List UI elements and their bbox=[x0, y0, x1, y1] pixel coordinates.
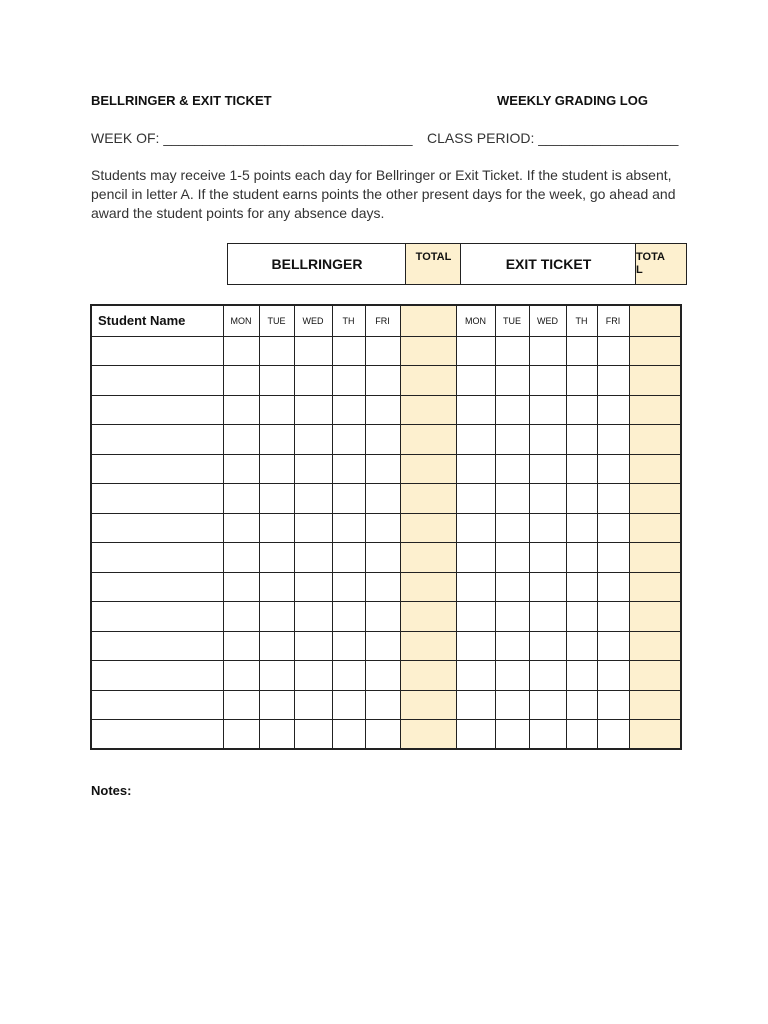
exit-score-cell[interactable] bbox=[566, 690, 597, 720]
exit-score-cell[interactable] bbox=[566, 366, 597, 396]
exit-score-cell[interactable] bbox=[529, 720, 566, 750]
exit-score-cell[interactable] bbox=[495, 454, 529, 484]
instructions-paragraph: Students may receive 1-5 points each day for Bellringer or Exit Ticket. If the student is absent, pencil in letter A. If the student earns points the other present days for the week, go ahead and award the student points for any absence days. bbox=[91, 167, 676, 221]
exit-score-cell[interactable] bbox=[597, 690, 629, 720]
exit-score-cell[interactable] bbox=[529, 366, 566, 396]
bellringer-score-cell[interactable] bbox=[365, 720, 400, 750]
bellringer-score-cell[interactable] bbox=[294, 631, 332, 661]
exit-score-cell[interactable] bbox=[529, 336, 566, 366]
bellringer-score-cell[interactable] bbox=[365, 366, 400, 396]
exit-score-cell[interactable] bbox=[566, 602, 597, 632]
bellringer-score-cell[interactable] bbox=[223, 720, 259, 750]
bellringer-total-cell[interactable] bbox=[400, 336, 456, 366]
bellringer-score-cell[interactable] bbox=[223, 454, 259, 484]
exit-score-cell[interactable] bbox=[597, 543, 629, 573]
exit-score-cell[interactable] bbox=[597, 513, 629, 543]
exit-score-cell[interactable] bbox=[529, 454, 566, 484]
bellringer-total-cell[interactable] bbox=[400, 572, 456, 602]
bellringer-total-cell[interactable] bbox=[400, 602, 456, 632]
bellringer-score-cell[interactable] bbox=[294, 543, 332, 573]
exit-day-header: WED bbox=[529, 305, 566, 336]
exit-score-cell[interactable] bbox=[597, 602, 629, 632]
exit-score-cell[interactable] bbox=[495, 395, 529, 425]
student-name-cell[interactable] bbox=[91, 395, 223, 425]
table-row bbox=[91, 543, 681, 573]
bellringer-score-cell[interactable] bbox=[294, 395, 332, 425]
bellringer-score-cell[interactable] bbox=[294, 572, 332, 602]
bellringer-day-header: MON bbox=[223, 305, 259, 336]
exit-score-cell[interactable] bbox=[495, 513, 529, 543]
exit-score-cell[interactable] bbox=[597, 720, 629, 750]
bellringer-score-cell[interactable] bbox=[365, 454, 400, 484]
bellringer-score-cell[interactable] bbox=[223, 513, 259, 543]
student-name-cell[interactable] bbox=[91, 484, 223, 514]
week-of-field: WEEK OF: ________________________________ bbox=[91, 130, 413, 146]
table-row bbox=[91, 425, 681, 455]
bellringer-score-cell[interactable] bbox=[365, 513, 400, 543]
bellringer-score-cell[interactable] bbox=[223, 572, 259, 602]
bellringer-score-cell[interactable] bbox=[365, 543, 400, 573]
exit-score-cell[interactable] bbox=[566, 543, 597, 573]
exit-ticket-header: EXIT TICKET bbox=[460, 243, 637, 285]
table-row bbox=[91, 395, 681, 425]
student-name-cell[interactable] bbox=[91, 602, 223, 632]
exit-total-cell[interactable] bbox=[629, 602, 681, 632]
bellringer-total-cell[interactable] bbox=[400, 454, 456, 484]
table-row bbox=[91, 631, 681, 661]
bellringer-score-cell[interactable] bbox=[294, 720, 332, 750]
bellringer-score-cell[interactable] bbox=[259, 690, 294, 720]
bellringer-score-cell[interactable] bbox=[332, 454, 365, 484]
bellringer-total-header: TOTAL bbox=[405, 243, 462, 285]
bellringer-score-cell[interactable] bbox=[259, 631, 294, 661]
bellringer-score-cell[interactable] bbox=[294, 690, 332, 720]
exit-score-cell[interactable] bbox=[566, 572, 597, 602]
bellringer-score-cell[interactable] bbox=[223, 602, 259, 632]
exit-total-label-line1: TOTA bbox=[636, 251, 665, 263]
exit-total-cell[interactable] bbox=[629, 454, 681, 484]
notes-label: Notes: bbox=[91, 783, 132, 798]
bellringer-score-cell[interactable] bbox=[332, 690, 365, 720]
exit-score-cell[interactable] bbox=[566, 720, 597, 750]
bellringer-score-cell[interactable] bbox=[365, 336, 400, 366]
bellringer-score-cell[interactable] bbox=[259, 602, 294, 632]
bellringer-score-cell[interactable] bbox=[332, 395, 365, 425]
student-name-cell[interactable] bbox=[91, 454, 223, 484]
bellringer-day-header: TUE bbox=[259, 305, 294, 336]
bellringer-score-cell[interactable] bbox=[365, 631, 400, 661]
bellringer-score-cell[interactable] bbox=[332, 543, 365, 573]
exit-score-cell[interactable] bbox=[566, 661, 597, 691]
bellringer-score-cell[interactable] bbox=[259, 454, 294, 484]
exit-total-cell[interactable] bbox=[629, 720, 681, 750]
bellringer-score-cell[interactable] bbox=[332, 631, 365, 661]
student-name-cell[interactable] bbox=[91, 366, 223, 396]
exit-score-cell[interactable] bbox=[529, 513, 566, 543]
bellringer-total-cell[interactable] bbox=[400, 631, 456, 661]
bellringer-score-cell[interactable] bbox=[294, 602, 332, 632]
exit-score-cell[interactable] bbox=[529, 484, 566, 514]
bellringer-score-cell[interactable] bbox=[223, 631, 259, 661]
table-row bbox=[91, 720, 681, 750]
bellringer-score-cell[interactable] bbox=[259, 572, 294, 602]
exit-score-cell[interactable] bbox=[566, 484, 597, 514]
table-header-row bbox=[91, 305, 681, 336]
bellringer-score-cell[interactable] bbox=[332, 366, 365, 396]
bellringer-score-cell[interactable] bbox=[259, 366, 294, 396]
exit-score-cell[interactable] bbox=[529, 572, 566, 602]
bellringer-score-cell[interactable] bbox=[259, 484, 294, 514]
class-period-field: CLASS PERIOD: __________________ bbox=[427, 130, 679, 146]
bellringer-day-header: FRI bbox=[365, 305, 400, 336]
exit-score-cell[interactable] bbox=[566, 454, 597, 484]
bellringer-score-cell[interactable] bbox=[294, 366, 332, 396]
exit-score-cell[interactable] bbox=[495, 425, 529, 455]
bellringer-score-cell[interactable] bbox=[332, 484, 365, 514]
exit-score-cell[interactable] bbox=[456, 543, 495, 573]
exit-score-cell[interactable] bbox=[597, 631, 629, 661]
exit-total-column-header bbox=[629, 305, 681, 336]
bellringer-total-cell[interactable] bbox=[400, 690, 456, 720]
exit-total-cell[interactable] bbox=[629, 631, 681, 661]
table-row bbox=[91, 336, 681, 366]
bellringer-score-cell[interactable] bbox=[223, 425, 259, 455]
exit-score-cell[interactable] bbox=[495, 631, 529, 661]
exit-score-cell[interactable] bbox=[456, 366, 495, 396]
worksheet-title: BELLRINGER & EXIT TICKET bbox=[91, 93, 272, 108]
student-name-cell[interactable] bbox=[91, 720, 223, 750]
exit-score-cell[interactable] bbox=[597, 366, 629, 396]
exit-score-cell[interactable] bbox=[456, 690, 495, 720]
bellringer-score-cell[interactable] bbox=[294, 513, 332, 543]
exit-score-cell[interactable] bbox=[456, 336, 495, 366]
exit-score-cell[interactable] bbox=[456, 602, 495, 632]
student-name-cell[interactable] bbox=[91, 425, 223, 455]
exit-score-cell[interactable] bbox=[566, 631, 597, 661]
bellringer-score-cell[interactable] bbox=[223, 366, 259, 396]
exit-score-cell[interactable] bbox=[529, 602, 566, 632]
exit-total-cell[interactable] bbox=[629, 336, 681, 366]
exit-total-cell[interactable] bbox=[629, 513, 681, 543]
exit-total-cell[interactable] bbox=[629, 572, 681, 602]
exit-score-cell[interactable] bbox=[597, 661, 629, 691]
exit-score-cell[interactable] bbox=[529, 631, 566, 661]
exit-score-cell[interactable] bbox=[566, 425, 597, 455]
bellringer-score-cell[interactable] bbox=[365, 484, 400, 514]
exit-total-cell[interactable] bbox=[629, 425, 681, 455]
bellringer-score-cell[interactable] bbox=[332, 572, 365, 602]
bellringer-score-cell[interactable] bbox=[365, 661, 400, 691]
exit-score-cell[interactable] bbox=[597, 454, 629, 484]
bellringer-score-cell[interactable] bbox=[223, 395, 259, 425]
student-name-cell[interactable] bbox=[91, 336, 223, 366]
exit-day-header: TH bbox=[566, 305, 597, 336]
bellringer-score-cell[interactable] bbox=[223, 690, 259, 720]
exit-score-cell[interactable] bbox=[456, 572, 495, 602]
student-name-header: Student Name bbox=[91, 305, 223, 336]
bellringer-score-cell[interactable] bbox=[259, 425, 294, 455]
exit-day-header: TUE bbox=[495, 305, 529, 336]
exit-score-cell[interactable] bbox=[495, 572, 529, 602]
exit-ticket-total-header bbox=[635, 243, 687, 285]
exit-total-cell[interactable] bbox=[629, 543, 681, 573]
exit-score-cell[interactable] bbox=[456, 425, 495, 455]
bellringer-score-cell[interactable] bbox=[332, 720, 365, 750]
exit-score-cell[interactable] bbox=[566, 513, 597, 543]
bellringer-score-cell[interactable] bbox=[259, 395, 294, 425]
table-body bbox=[91, 336, 681, 749]
exit-total-cell[interactable] bbox=[629, 395, 681, 425]
student-name-cell[interactable] bbox=[91, 513, 223, 543]
exit-total-cell[interactable] bbox=[629, 661, 681, 691]
exit-score-cell[interactable] bbox=[529, 690, 566, 720]
table-row bbox=[91, 484, 681, 514]
table-row bbox=[91, 690, 681, 720]
exit-score-cell[interactable] bbox=[456, 395, 495, 425]
student-name-cell[interactable] bbox=[91, 661, 223, 691]
bellringer-score-cell[interactable] bbox=[223, 484, 259, 514]
bellringer-total-cell[interactable] bbox=[400, 720, 456, 750]
exit-score-cell[interactable] bbox=[495, 366, 529, 396]
exit-score-cell[interactable] bbox=[495, 336, 529, 366]
bellringer-total-cell[interactable] bbox=[400, 661, 456, 691]
exit-score-cell[interactable] bbox=[495, 690, 529, 720]
bellringer-score-cell[interactable] bbox=[365, 602, 400, 632]
bellringer-score-cell[interactable] bbox=[332, 425, 365, 455]
exit-score-cell[interactable] bbox=[597, 425, 629, 455]
bellringer-total-cell[interactable] bbox=[400, 425, 456, 455]
exit-score-cell[interactable] bbox=[495, 602, 529, 632]
exit-total-cell[interactable] bbox=[629, 690, 681, 720]
bellringer-score-cell[interactable] bbox=[223, 661, 259, 691]
bellringer-day-header: TH bbox=[332, 305, 365, 336]
exit-score-cell[interactable] bbox=[529, 661, 566, 691]
exit-day-header: MON bbox=[456, 305, 495, 336]
exit-total-cell[interactable] bbox=[629, 366, 681, 396]
table-row bbox=[91, 572, 681, 602]
bellringer-score-cell[interactable] bbox=[294, 454, 332, 484]
exit-score-cell[interactable] bbox=[529, 543, 566, 573]
exit-score-cell[interactable] bbox=[456, 484, 495, 514]
bellringer-total-cell[interactable] bbox=[400, 484, 456, 514]
exit-score-cell[interactable] bbox=[456, 513, 495, 543]
exit-score-cell[interactable] bbox=[529, 395, 566, 425]
bellringer-score-cell[interactable] bbox=[259, 543, 294, 573]
bellringer-score-cell[interactable] bbox=[294, 661, 332, 691]
exit-score-cell[interactable] bbox=[456, 454, 495, 484]
exit-score-cell[interactable] bbox=[456, 720, 495, 750]
bellringer-score-cell[interactable] bbox=[332, 336, 365, 366]
student-name-cell[interactable] bbox=[91, 572, 223, 602]
bellringer-score-cell[interactable] bbox=[332, 661, 365, 691]
log-title: WEEKLY GRADING LOG bbox=[497, 93, 648, 108]
table-row bbox=[91, 513, 681, 543]
bellringer-score-cell[interactable] bbox=[259, 720, 294, 750]
bellringer-score-cell[interactable] bbox=[259, 336, 294, 366]
bellringer-total-cell[interactable] bbox=[400, 395, 456, 425]
bellringer-score-cell[interactable] bbox=[223, 543, 259, 573]
table-row bbox=[91, 366, 681, 396]
exit-score-cell[interactable] bbox=[456, 661, 495, 691]
bellringer-score-cell[interactable] bbox=[332, 602, 365, 632]
bellringer-score-cell[interactable] bbox=[365, 690, 400, 720]
table-row bbox=[91, 661, 681, 691]
exit-score-cell[interactable] bbox=[529, 425, 566, 455]
student-name-cell[interactable] bbox=[91, 631, 223, 661]
exit-score-cell[interactable] bbox=[495, 543, 529, 573]
bellringer-score-cell[interactable] bbox=[365, 572, 400, 602]
exit-total-label-line2: L bbox=[636, 264, 643, 276]
exit-score-cell[interactable] bbox=[566, 395, 597, 425]
exit-score-cell[interactable] bbox=[597, 572, 629, 602]
bellringer-score-cell[interactable] bbox=[294, 336, 332, 366]
bellringer-total-cell[interactable] bbox=[400, 513, 456, 543]
table-row bbox=[91, 602, 681, 632]
bellringer-total-cell[interactable] bbox=[400, 366, 456, 396]
bellringer-total-cell[interactable] bbox=[400, 543, 456, 573]
exit-score-cell[interactable] bbox=[495, 720, 529, 750]
bellringer-total-column-header bbox=[400, 305, 456, 336]
bellringer-score-cell[interactable] bbox=[365, 395, 400, 425]
student-name-cell[interactable] bbox=[91, 690, 223, 720]
bellringer-day-header: WED bbox=[294, 305, 332, 336]
exit-score-cell[interactable] bbox=[566, 336, 597, 366]
grading-table bbox=[90, 304, 682, 750]
exit-score-cell[interactable] bbox=[597, 484, 629, 514]
student-name-cell[interactable] bbox=[91, 543, 223, 573]
table-row bbox=[91, 454, 681, 484]
exit-score-cell[interactable] bbox=[597, 336, 629, 366]
exit-score-cell[interactable] bbox=[495, 661, 529, 691]
bellringer-header: BELLRINGER bbox=[227, 243, 407, 285]
exit-day-header: FRI bbox=[597, 305, 629, 336]
bellringer-score-cell[interactable] bbox=[332, 513, 365, 543]
exit-score-cell[interactable] bbox=[456, 631, 495, 661]
bellringer-score-cell[interactable] bbox=[259, 513, 294, 543]
bellringer-score-cell[interactable] bbox=[365, 425, 400, 455]
bellringer-score-cell[interactable] bbox=[294, 484, 332, 514]
exit-score-cell[interactable] bbox=[597, 395, 629, 425]
bellringer-score-cell[interactable] bbox=[223, 336, 259, 366]
exit-total-cell[interactable] bbox=[629, 484, 681, 514]
bellringer-score-cell[interactable] bbox=[259, 661, 294, 691]
exit-score-cell[interactable] bbox=[495, 484, 529, 514]
bellringer-score-cell[interactable] bbox=[294, 425, 332, 455]
